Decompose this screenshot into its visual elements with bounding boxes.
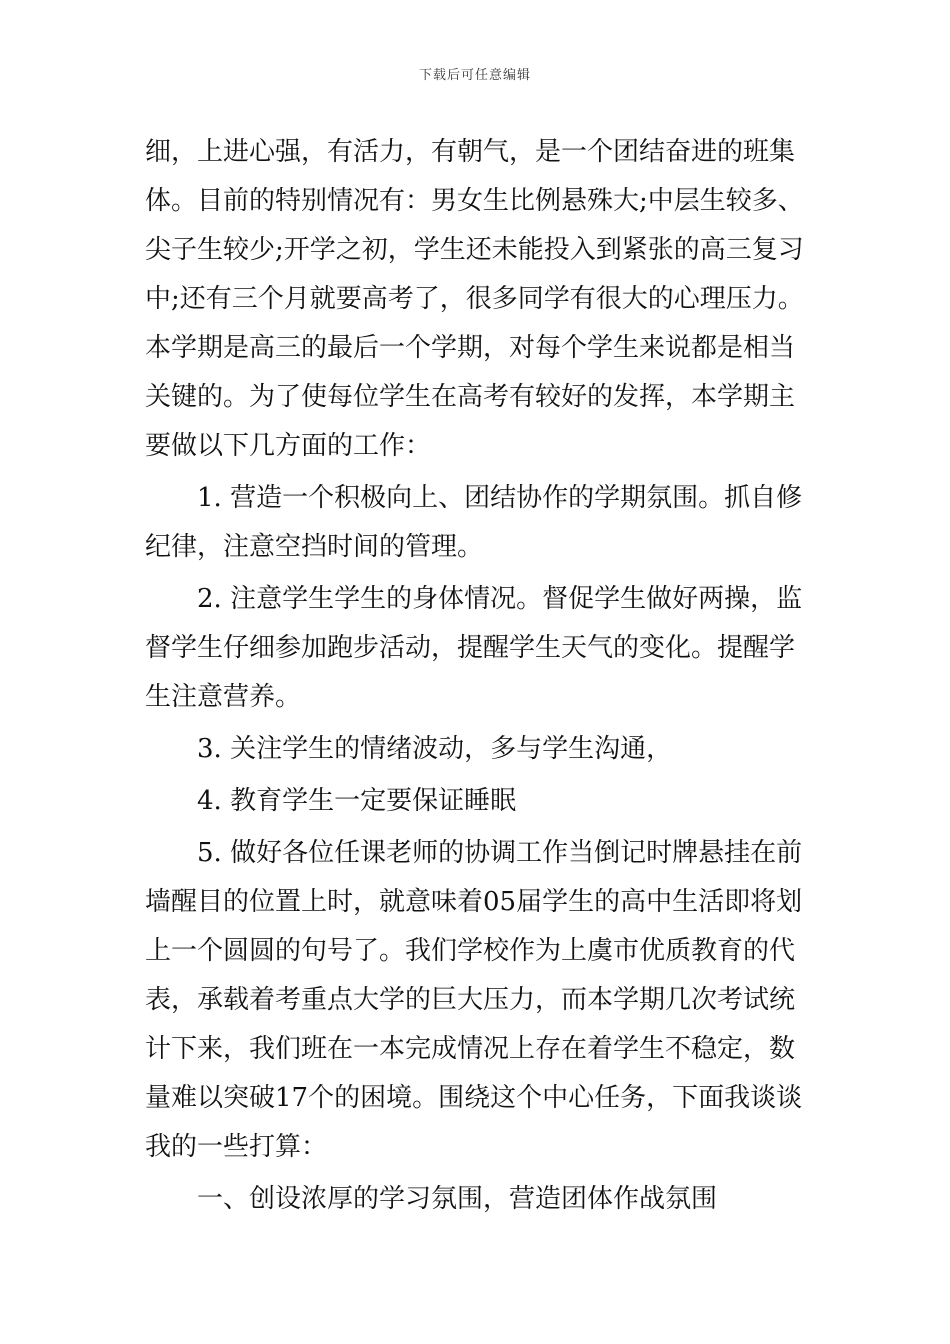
text-line: 细，上进心强，有活力，有朝气，是一个团结奋进的班集 (145, 137, 796, 167)
text-line: 我的一些打算： (145, 1132, 328, 1162)
list-item-2: 2. 注意学生学生的身体情况。督促学生做好两操，监 (197, 584, 803, 614)
section-heading: 一、创设浓厚的学习氛围，营造团体作战氛围 (197, 1184, 718, 1214)
text-line: 尖子生较少;开学之初，学生还未能投入到紧张的高三复习 (145, 235, 804, 265)
text-line: 生注意营养。 (145, 682, 302, 712)
text-line: 体。目前的特别情况有：男女生比例悬殊大;中层生较多、 (145, 186, 804, 216)
list-item-3: 3. 关注学生的情绪波动，多与学生沟通， (197, 734, 673, 764)
text-line: 本学期是高三的最后一个学期，对每个学生来说都是相当 (145, 333, 796, 363)
text-line: 表，承载着考重点大学的巨大压力，而本学期几次考试统 (145, 985, 796, 1015)
text-line: 墙醒目的位置上时，就意味着05届学生的高中生活即将划 (145, 887, 803, 917)
text-line: 上一个圆圆的句号了。我们学校作为上虞市优质教育的代 (145, 936, 796, 966)
list-item-4: 4. 教育学生一定要保证睡眠 (197, 786, 517, 816)
text-line: 计下来，我们班在一本完成情况上存在着学生不稳定，数 (145, 1034, 796, 1064)
list-item-1: 1. 营造一个积极向上、团结协作的学期氛围。抓自修 (197, 483, 803, 513)
page-header: 下载后可任意编辑 (418, 68, 531, 83)
text-line: 量难以突破17个的困境。围绕这个中心任务，下面我谈谈 (145, 1083, 803, 1113)
text-line: 关键的。为了使每位学生在高考有较好的发挥，本学期主 (145, 382, 796, 412)
text-line: 中;还有三个月就要高考了，很多同学有很大的心理压力。 (145, 284, 804, 314)
text-line: 督学生仔细参加跑步活动，提醒学生天气的变化。提醒学 (145, 633, 796, 663)
list-item-5: 5. 做好各位任课老师的协调工作当倒记时牌悬挂在前 (197, 838, 803, 868)
document-body (145, 128, 807, 1224)
text-line: 纪律，注意空挡时间的管理。 (145, 532, 484, 562)
text-line: 要做以下几方面的工作： (145, 431, 432, 461)
